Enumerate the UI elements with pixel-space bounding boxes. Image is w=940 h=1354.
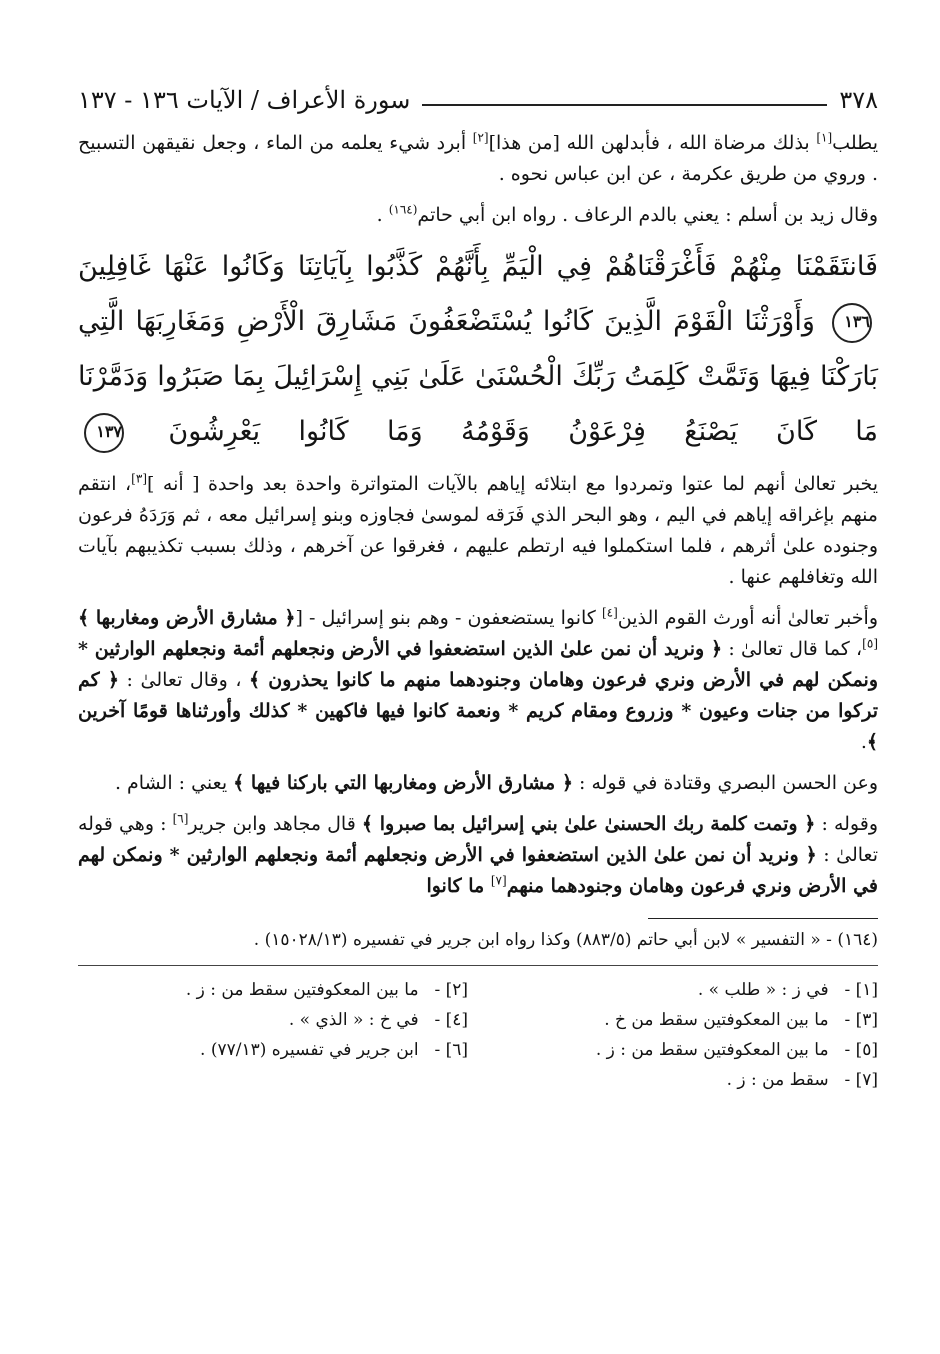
tafsir-paragraph-4: [78, 809, 878, 902]
quote: ﴿ مشارق الأرض ومغاربها التي باركنا فيها ﴾: [233, 772, 573, 794]
footnote-164: (١٦٤) - « التفسير » لابن أبي حاتم (٨٨٣/٥) وكذا رواه ابن جرير في تفسيره (١٥٠٢٨/١٣) .: [253, 930, 878, 950]
text: وقال زيد بن أسلم : يعني بالدم الرعاف . رواه ابن أبي حاتم: [417, 204, 878, 226]
quote: ﴿ وتمت كلمة ربك الحسنىٰ علىٰ بني إسرائيل بما صبروا ﴾: [361, 813, 816, 835]
text: قال مجاهد وابن جرير: [188, 813, 362, 835]
quran-verses: [78, 239, 878, 459]
text: ، انتقم منهم بإغراقه إياهم في اليم ، وهو البحر الذي فَرَقه لموسىٰ فجاوزه وبنو إسرائيل معه ، ثم وَرَدَهُ فرعون وجنوده علىٰ أثرهم ، فلما استكملوا فيه ارتطم عليهم ، فغرقوا عن آخرهم ، وذلك بسبب تكذيبهم بآيات الله وتغافلهم عنها .: [78, 473, 878, 588]
note-ref: [٦]: [172, 811, 189, 826]
text: ، كما قال تعالىٰ :: [722, 638, 863, 660]
tafsir-paragraph-2: [78, 603, 878, 758]
verse-137-text: وَأَوْرَثْنَا الْقَوْمَ الَّذِينَ كَانُوا يُسْتَضْعَفُونَ مَشَارِقَ الْأَرْضِ وَمَغَارِبَهَا الَّتِي بَارَكْنَا فِيهَا وَتَمَّتْ كَلِمَتُ رَبِّكَ الْحُسْنَىٰ عَلَىٰ بَنِي إِسْرَائِيلَ بِمَا صَبَرُوا وَدَمَّرْنَا مَا كَانَ يَصْنَعُ فِرْعَوْنُ وَقَوْمُهُ وَمَا كَانُوا يَعْرِشُونَ: [78, 306, 878, 447]
quote: ﴿ مشارق الأرض ومغاربها ﴾: [78, 607, 296, 629]
text: يخبر تعالىٰ أنهم لما عتوا وتمردوا مع ابتلائه إياهم بالآيات المتواترة واحدة بعد واحدة [ أنه ]: [147, 473, 878, 495]
page-header: [78, 80, 878, 114]
text: : وهي قوله تعالىٰ :: [78, 813, 878, 866]
notes-list: [78, 978, 878, 1092]
note-text: سقط من : ز .: [726, 1070, 829, 1090]
paragraph-2: [78, 200, 878, 231]
page: [78, 80, 878, 1340]
note-ref: [١]: [816, 130, 833, 145]
paragraph-1: [78, 128, 878, 190]
text: وقوله :: [815, 813, 878, 835]
note-item: [488, 1068, 878, 1092]
note-text: ما بين المعكوفتين سقط من : ز .: [595, 1040, 829, 1060]
verse-136-text: فَانتَقَمْنَا مِنْهُمْ فَأَغْرَقْنَاهُمْ فِي الْيَمِّ بِأَنَّهُمْ كَذَّبُوا بِآيَاتِنَا وَكَانُوا عَنْهَا غَافِلِينَ: [78, 251, 878, 282]
note-number: [٥] -: [844, 1040, 878, 1060]
text: وأخبر تعالىٰ أنه أورث القوم الذين: [617, 607, 878, 629]
note-item: [488, 1008, 878, 1032]
ayah-number-137: ١٣٧: [84, 413, 124, 453]
note-ref: [٣]: [131, 471, 147, 486]
note-text: ما بين المعكوفتين سقط من : ز .: [185, 980, 419, 1000]
text: يطلب: [832, 132, 878, 154]
note-ref: [٢]: [472, 130, 489, 145]
page-number: ٣٧٨: [839, 86, 878, 114]
tafsir-paragraph-1: [78, 469, 878, 593]
note-number: [٧] -: [844, 1070, 878, 1090]
footnote-ref: (١٦٤): [388, 202, 418, 217]
text: وعن الحسن البصري وقتادة في قوله :: [572, 772, 878, 794]
note-text: في خ : « الذي » .: [288, 1010, 419, 1030]
quote: ﴿ ونريد أن نمن علىٰ الذين استضعفوا في الأرض ونجعلهم أئمة ونجعلهم الوارثين * ونمكن لهم في الأرض ونري فرعون وهامان وجنودهما منهم: [78, 844, 878, 897]
note-item: [78, 1008, 468, 1032]
text: كانوا يستضعفون - وهم بنو إسرائيل - [: [295, 607, 602, 629]
text: [من هذا]: [488, 132, 560, 154]
quote: ما كانوا: [426, 875, 491, 897]
tafsir-paragraph-3: [78, 768, 878, 799]
note-number: [٤] -: [434, 1010, 468, 1030]
note-ref: [٤]: [601, 605, 618, 620]
note-item: [78, 978, 468, 1002]
text: .: [376, 204, 389, 226]
note-text: ما بين المعكوفتين سقط من خ .: [604, 1010, 829, 1030]
text: .: [860, 731, 867, 753]
note-number: [٣] -: [844, 1010, 878, 1030]
quote: ﴿ كم تركوا من جنات وعيون * وزروع ومقام كريم * ونعمة كانوا فيها فاكهين * كذلك وأورثناها قومًا آخرين ﴾: [78, 669, 878, 753]
footnote-divider: [648, 918, 878, 919]
note-ref: [٥]: [862, 636, 878, 651]
text: أبرد شيء يعلمه من الماء ، وجعل نقيقهن التسبيح . وروي من طريق عكرمة ، عن ابن عباس نحوه .: [78, 132, 878, 185]
note-item: [488, 1038, 878, 1062]
running-title: سورة الأعراف / الآيات ١٣٦ - ١٣٧: [78, 86, 411, 114]
note-text: في ز : « طلب » .: [697, 980, 829, 1000]
note-number: [١] -: [844, 980, 878, 1000]
header-rule: [422, 104, 827, 106]
text: ، وقال تعالىٰ :: [118, 669, 250, 691]
text: بذلك مرضاة الله ، فأبدلهن الله: [559, 132, 817, 154]
notes-divider: [78, 965, 878, 966]
note-item: [488, 978, 878, 1002]
note-number: [٢] -: [434, 980, 468, 1000]
note-item: [78, 1038, 468, 1062]
ayah-number-136: ١٣٦: [832, 303, 872, 343]
note-ref: [٧]: [490, 873, 507, 888]
note-text: ابن جرير في تفسيره (٧٧/١٣) .: [200, 1040, 419, 1060]
quote: ﴿ ونريد أن نمن علىٰ الذين استضعفوا في الأرض ونجعلهم أئمة ونجعلهم الوارثين * ونمكن لهم في الأرض ونري فرعون وهامان وجنودهما منهم ما كانوا يحذرون ﴾: [78, 638, 878, 691]
note-number: [٦] -: [434, 1040, 468, 1060]
text: يعني : الشام .: [114, 772, 234, 794]
